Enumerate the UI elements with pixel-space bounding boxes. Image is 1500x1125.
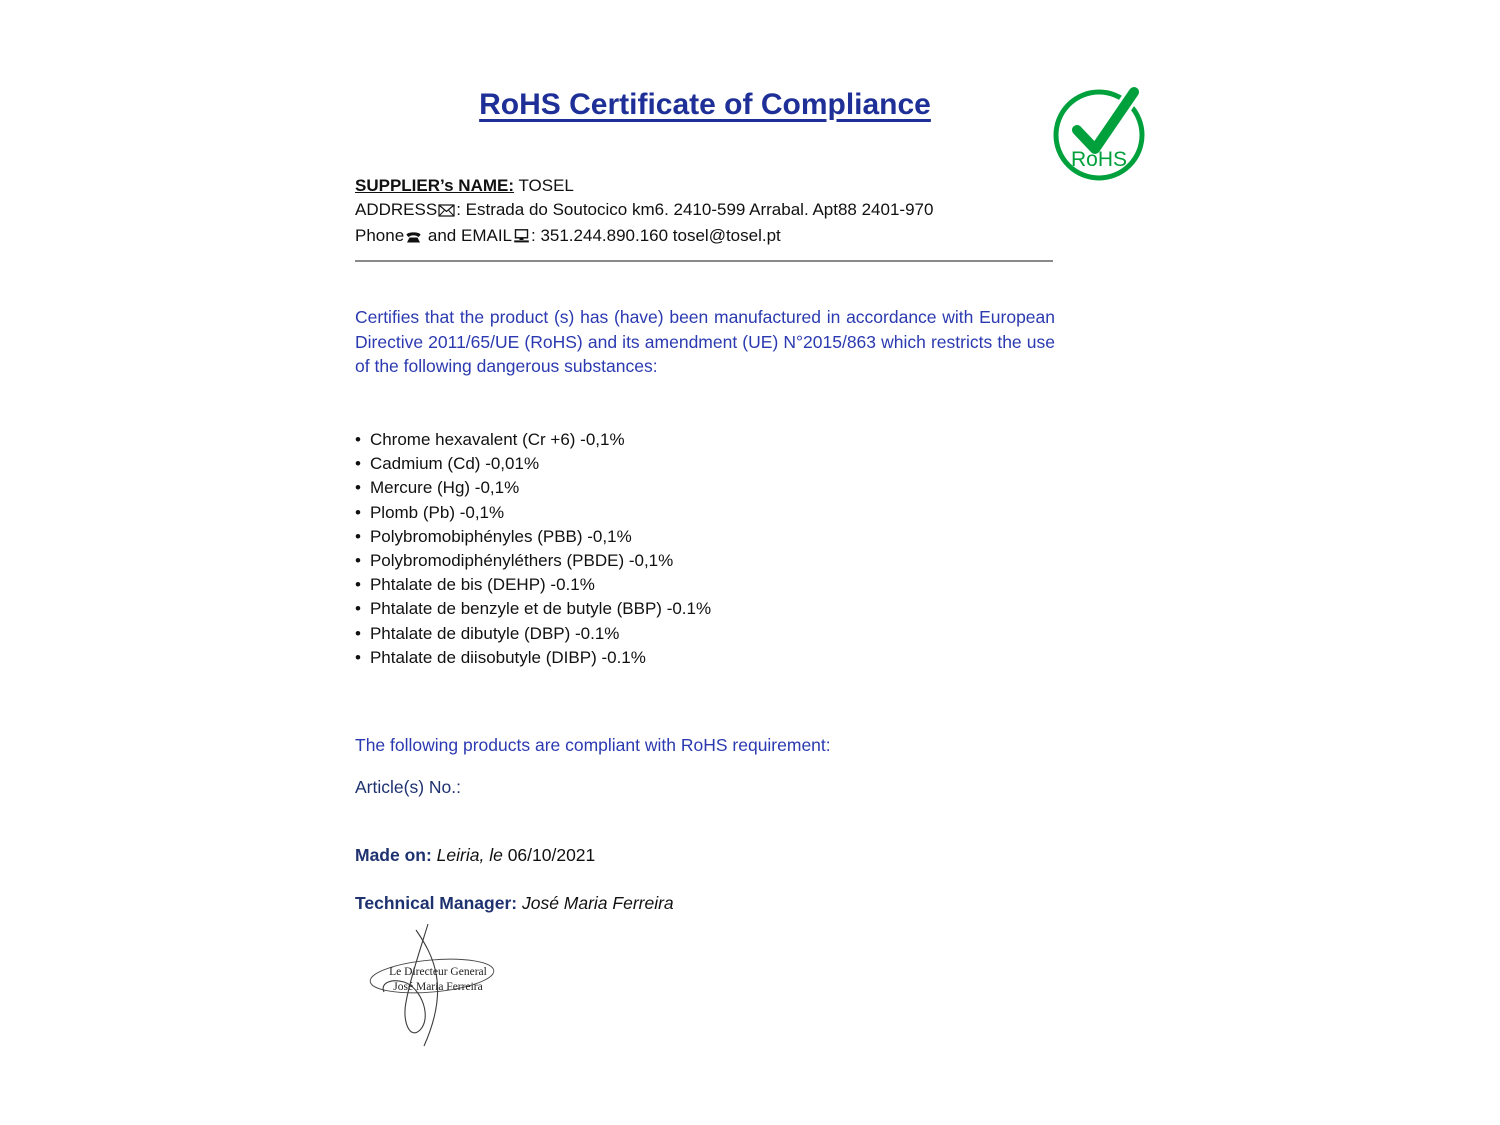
telephone-icon bbox=[405, 226, 422, 250]
supplier-address-line bbox=[355, 198, 1075, 224]
signature-title-text: Le Directeur General bbox=[389, 966, 487, 978]
rohs-logo bbox=[1050, 82, 1150, 187]
page-title: RoHS Certificate of Compliance bbox=[479, 88, 931, 121]
substance-item: • Mercure (Hg) -0,1% bbox=[355, 476, 1055, 500]
computer-icon bbox=[513, 226, 530, 250]
substance-item: • Plomb (Pb) -0,1% bbox=[355, 501, 1055, 525]
substance-item: • Polybromobiphényles (PBB) -0,1% bbox=[355, 525, 1055, 549]
rohs-logo-graphic bbox=[1050, 82, 1150, 187]
phone-label: Phone bbox=[355, 226, 405, 245]
logo-label: RoHS bbox=[1070, 148, 1128, 171]
envelope-icon bbox=[438, 200, 455, 224]
technical-manager-line bbox=[355, 893, 1055, 914]
address-label: ADDRESS bbox=[355, 200, 438, 219]
technical-manager-label: Technical Manager: bbox=[355, 893, 518, 913]
substances-list bbox=[355, 428, 1055, 670]
substance-item: • Phtalate de dibutyle (DBP) -0.1% bbox=[355, 622, 1055, 646]
supplier-name-value: TOSEL bbox=[518, 176, 574, 195]
horizontal-divider bbox=[355, 260, 1053, 262]
email-label: and EMAIL bbox=[423, 226, 512, 245]
made-on-place: Leiria, le bbox=[431, 845, 503, 865]
contact-value: : 351.244.890.160 tosel@tosel.pt bbox=[531, 226, 781, 245]
substance-item: • Phtalate de diisobutyle (DIBP) -0.1% bbox=[355, 646, 1055, 670]
supplier-name-line bbox=[355, 174, 1075, 198]
article-number-line: Article(s) No.: bbox=[355, 777, 461, 797]
compliance-statement: The following products are compliant with RoHS requirement: bbox=[355, 735, 831, 755]
signature-block bbox=[358, 922, 518, 1052]
made-on-line bbox=[355, 845, 1055, 866]
substance-item: • Chrome hexavalent (Cr +6) -0,1% bbox=[355, 428, 1055, 452]
signature-name-text: José Maria Ferreira bbox=[393, 981, 483, 993]
address-value: : Estrada do Soutocico km6. 2410-599 Arrabal. Apt88 2401-970 bbox=[456, 200, 934, 219]
supplier-contact-line bbox=[355, 224, 1075, 250]
substance-item: • Phtalate de benzyle et de butyle (BBP) -0.1% bbox=[355, 597, 1055, 621]
certification-paragraph: Certifies that the product (s) has (have) been manufactured in accordance with European Directive 2011/65/UE (RoHS) and its amendment (UE) N°2015/863 which restricts the use of the following dangerous substances: bbox=[355, 307, 1055, 376]
substance-item: • Cadmium (Cd) -0,01% bbox=[355, 452, 1055, 476]
made-on-label: Made on: bbox=[355, 845, 432, 865]
technical-manager-name: José Maria Ferreira bbox=[517, 893, 674, 913]
supplier-block bbox=[355, 174, 1075, 250]
substance-item: • Polybromodiphényléthers (PBDE) -0,1% bbox=[355, 549, 1055, 573]
supplier-name-label: SUPPLIER’s NAME: bbox=[355, 176, 515, 195]
substance-item: • Phtalate de bis (DEHP) -0.1% bbox=[355, 573, 1055, 597]
made-on-date: 06/10/2021 bbox=[502, 845, 596, 865]
